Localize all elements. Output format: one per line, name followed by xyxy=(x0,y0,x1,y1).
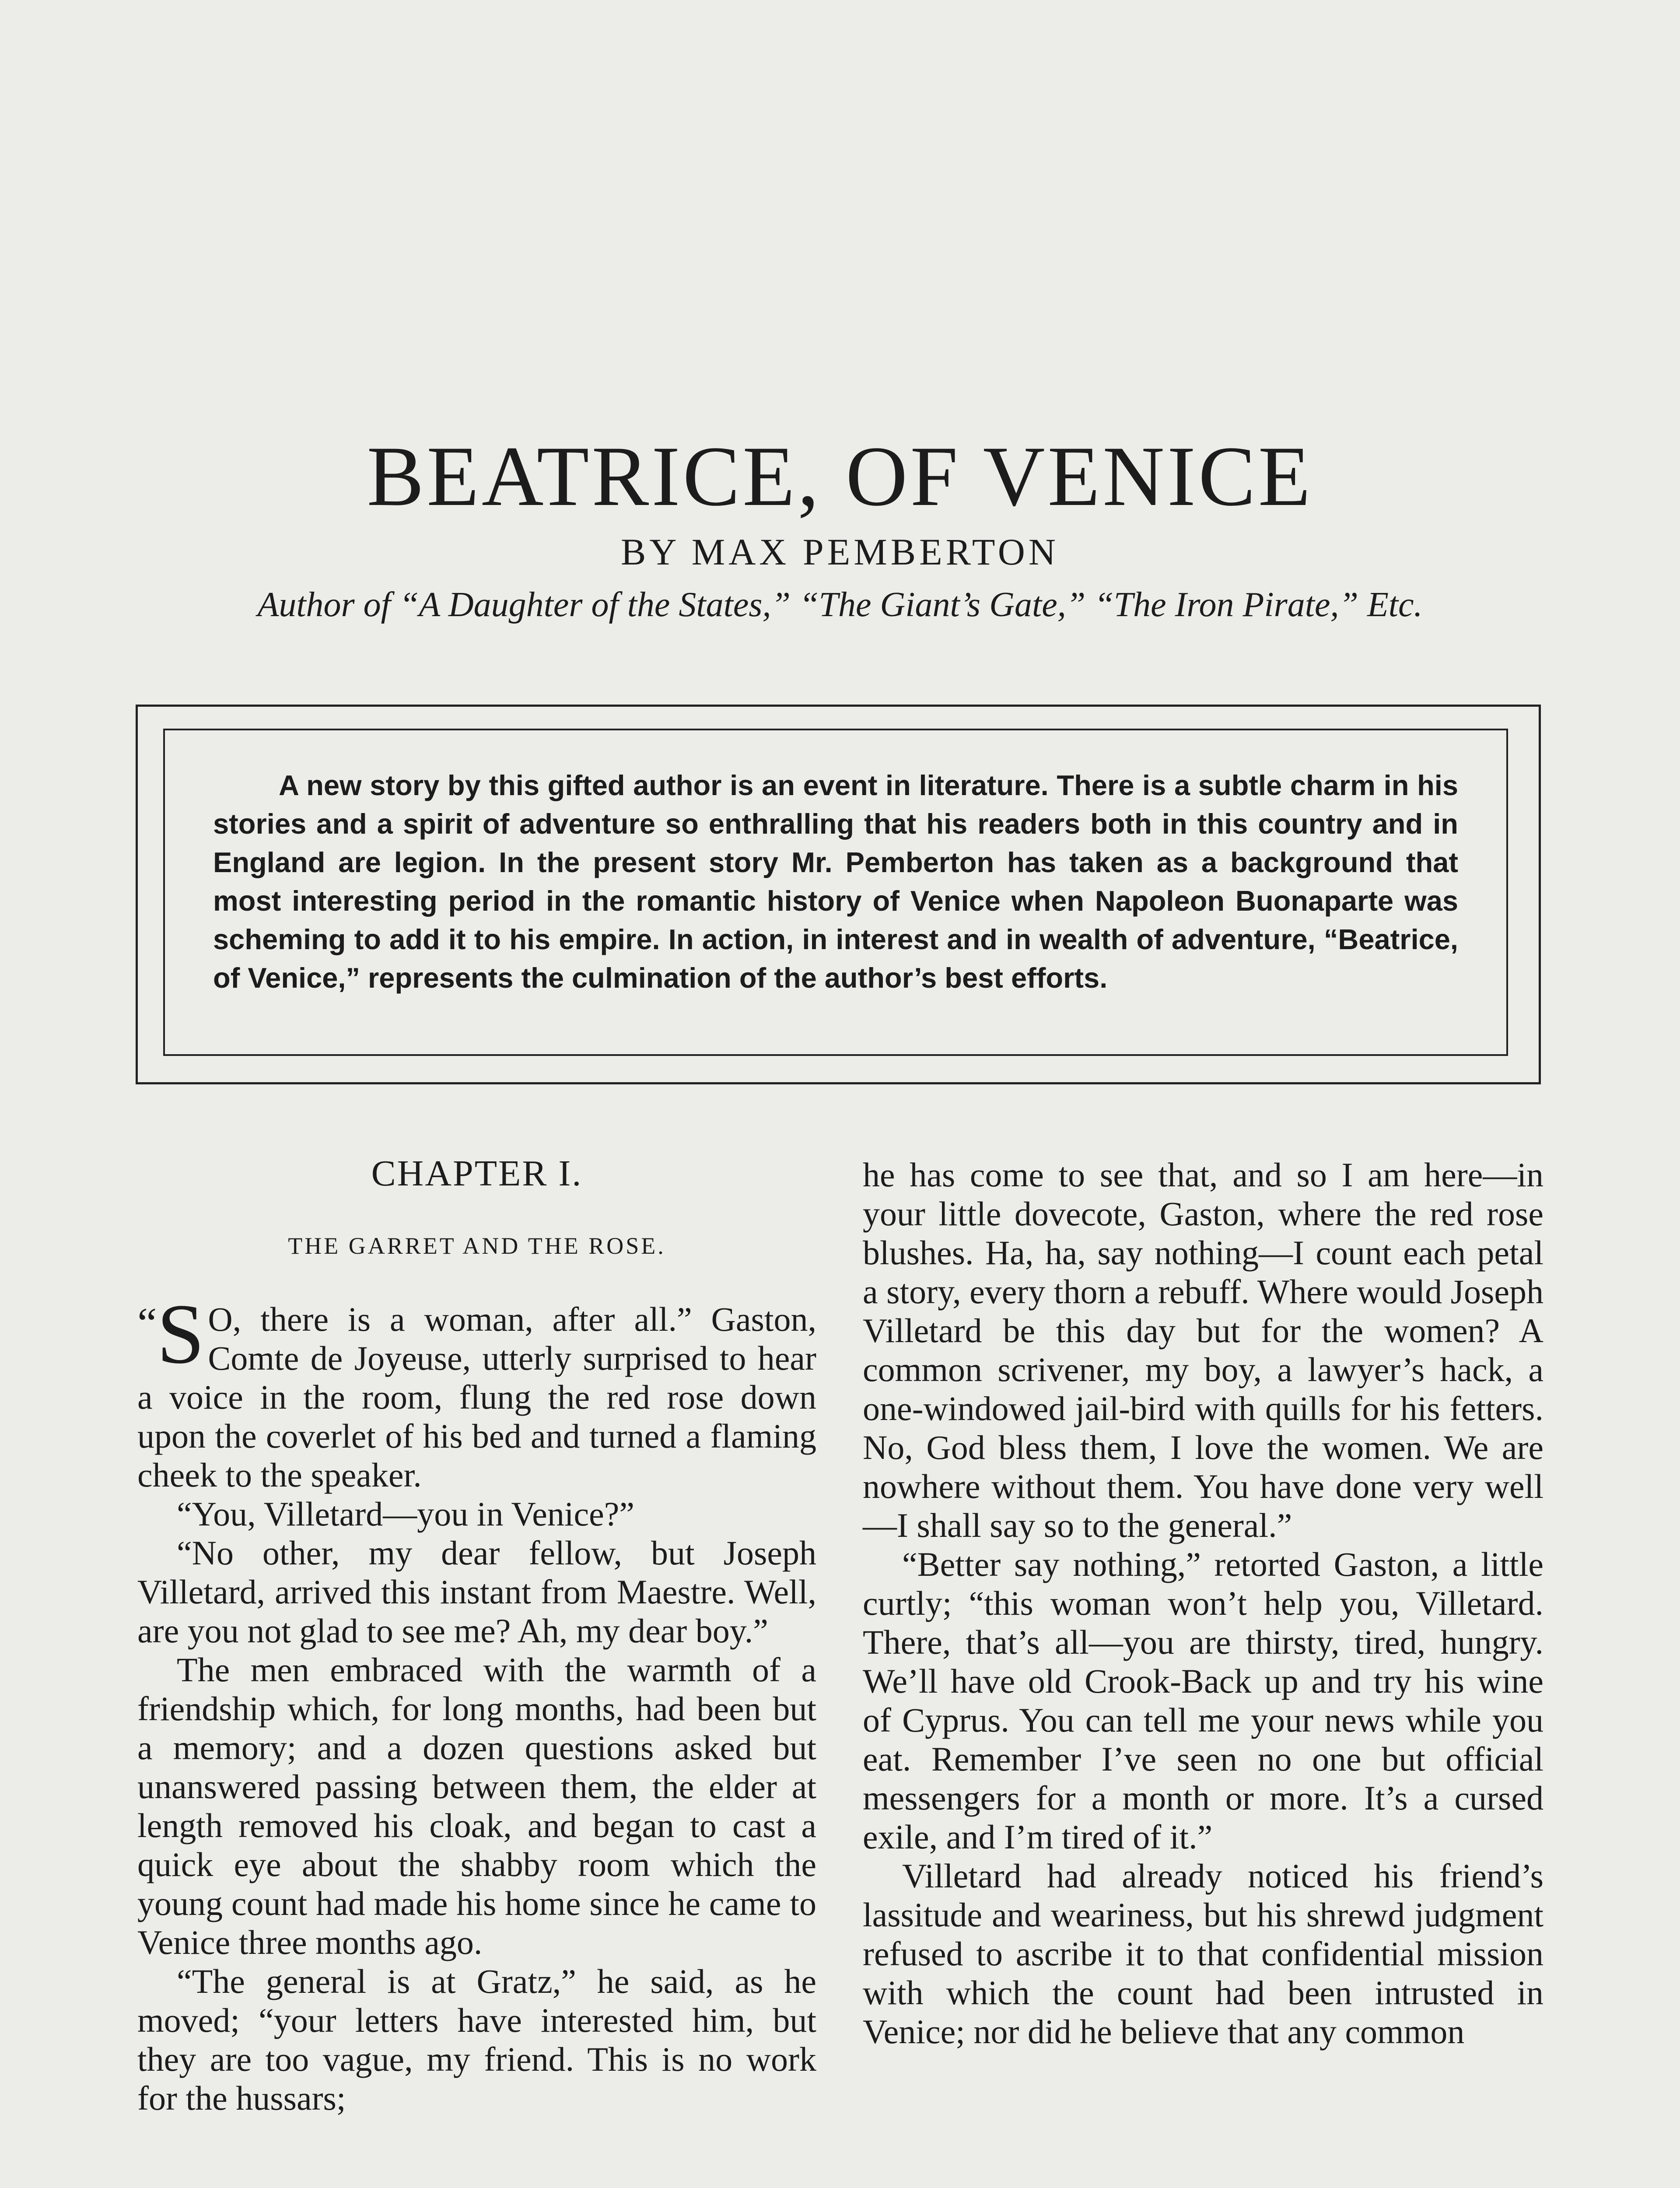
chapter-heading: CHAPTER I. xyxy=(371,1153,583,1194)
opening-paragraph xyxy=(137,1287,816,1494)
paragraph: “Better say nothing,” retorted Gaston, a little curtly; “this woman won’t help you, Villetard. There, that’s all—you are thirsty, tired, hungry. We’ll have old Crook-Back up and try his wine of Cyprus. You can tell me your news while you eat. Remember I’ve seen no one but official messengers for a month or more. It’s a cursed exile, and I’m tired of it.” xyxy=(863,1545,1544,1856)
drop-cap-quote: “ xyxy=(137,1299,157,1347)
drop-cap-letter: S xyxy=(157,1287,205,1382)
story-title: BEATRICE, OF VENICE xyxy=(367,429,1313,524)
paragraph: “No other, my dear fellow, but Joseph Villetard, arrived this instant from Maestre. Well, are you not glad to see me? Ah, my dear boy.” xyxy=(137,1534,816,1650)
paragraph: “The general is at Gratz,” he said, as he moved; “your letters have interested him, but they are too vague, my friend. This is no work for the hussars; xyxy=(137,1962,816,2117)
text-column-right xyxy=(863,1155,1544,2051)
text-column-left xyxy=(137,1155,816,2118)
paragraph: “You, Villetard—you in Venice?” xyxy=(177,1495,634,1533)
blurb-text: A new story by this gifted author is an event in literature. There is a subtle charm in his stories and a spirit of adventure so enthralling that his readers both in this country and in England are legion. In the present story Mr. Pemberton has taken as a background that most interesting period in the romantic history of Venice when Napoleon Buonaparte was scheming to add it to his empire. In action, in interest and in wealth of adventure, “Beatrice, of Venice,” represents the culmination of the author’s best efforts. xyxy=(213,769,1458,994)
paragraph-text: O, there is a woman, after all.” Gaston, Comte de Joyeuse, utterly surprised to hear a voice in the room, flung the red rose down upon the coverlet of his bed and turned a flaming cheek to the speaker. xyxy=(137,1300,816,1494)
byline: BY MAX PEMBERTON xyxy=(620,531,1060,573)
chapter-subtitle: THE GARRET AND THE ROSE. xyxy=(288,1233,666,1259)
blurb-frame-outer xyxy=(136,705,1541,1084)
blurb-frame-inner xyxy=(163,729,1508,1056)
paragraph: The men embraced with the warmth of a friendship which, for long months, had been but a memory; and a dozen questions asked but unanswered passing between them, the elder at length removed his cloak, and began to cast a quick eye about the shabby room which the young count had made his home since he came to Venice three months ago. xyxy=(137,1651,816,1961)
author-credits: Author of “A Daughter of the States,” “The Giant’s Gate,” “The Iron Pirate,” Etc. xyxy=(257,586,1423,624)
paragraph: Villetard had already noticed his friend’s lassitude and weariness, but his shrewd judgment refused to ascribe it to that confidential mission with which the count had been intrusted in Venice; nor did he believe that any common xyxy=(863,1857,1544,2051)
paragraph: he has come to see that, and so I am here—in your little dovecote, Gaston, where the red rose blushes. Ha, ha, say nothing—I count each petal a story, every thorn a rebuff. Where would Joseph Villetard be this day but for the women? A common scrivener, my boy, a lawyer’s hack, a one-windowed jail-bird with quills for his fetters. No, God bless them, I love the women. We are nowhere without them. You have done very well—I shall say so to the general.” xyxy=(863,1156,1544,1544)
drop-cap xyxy=(137,1287,205,1382)
